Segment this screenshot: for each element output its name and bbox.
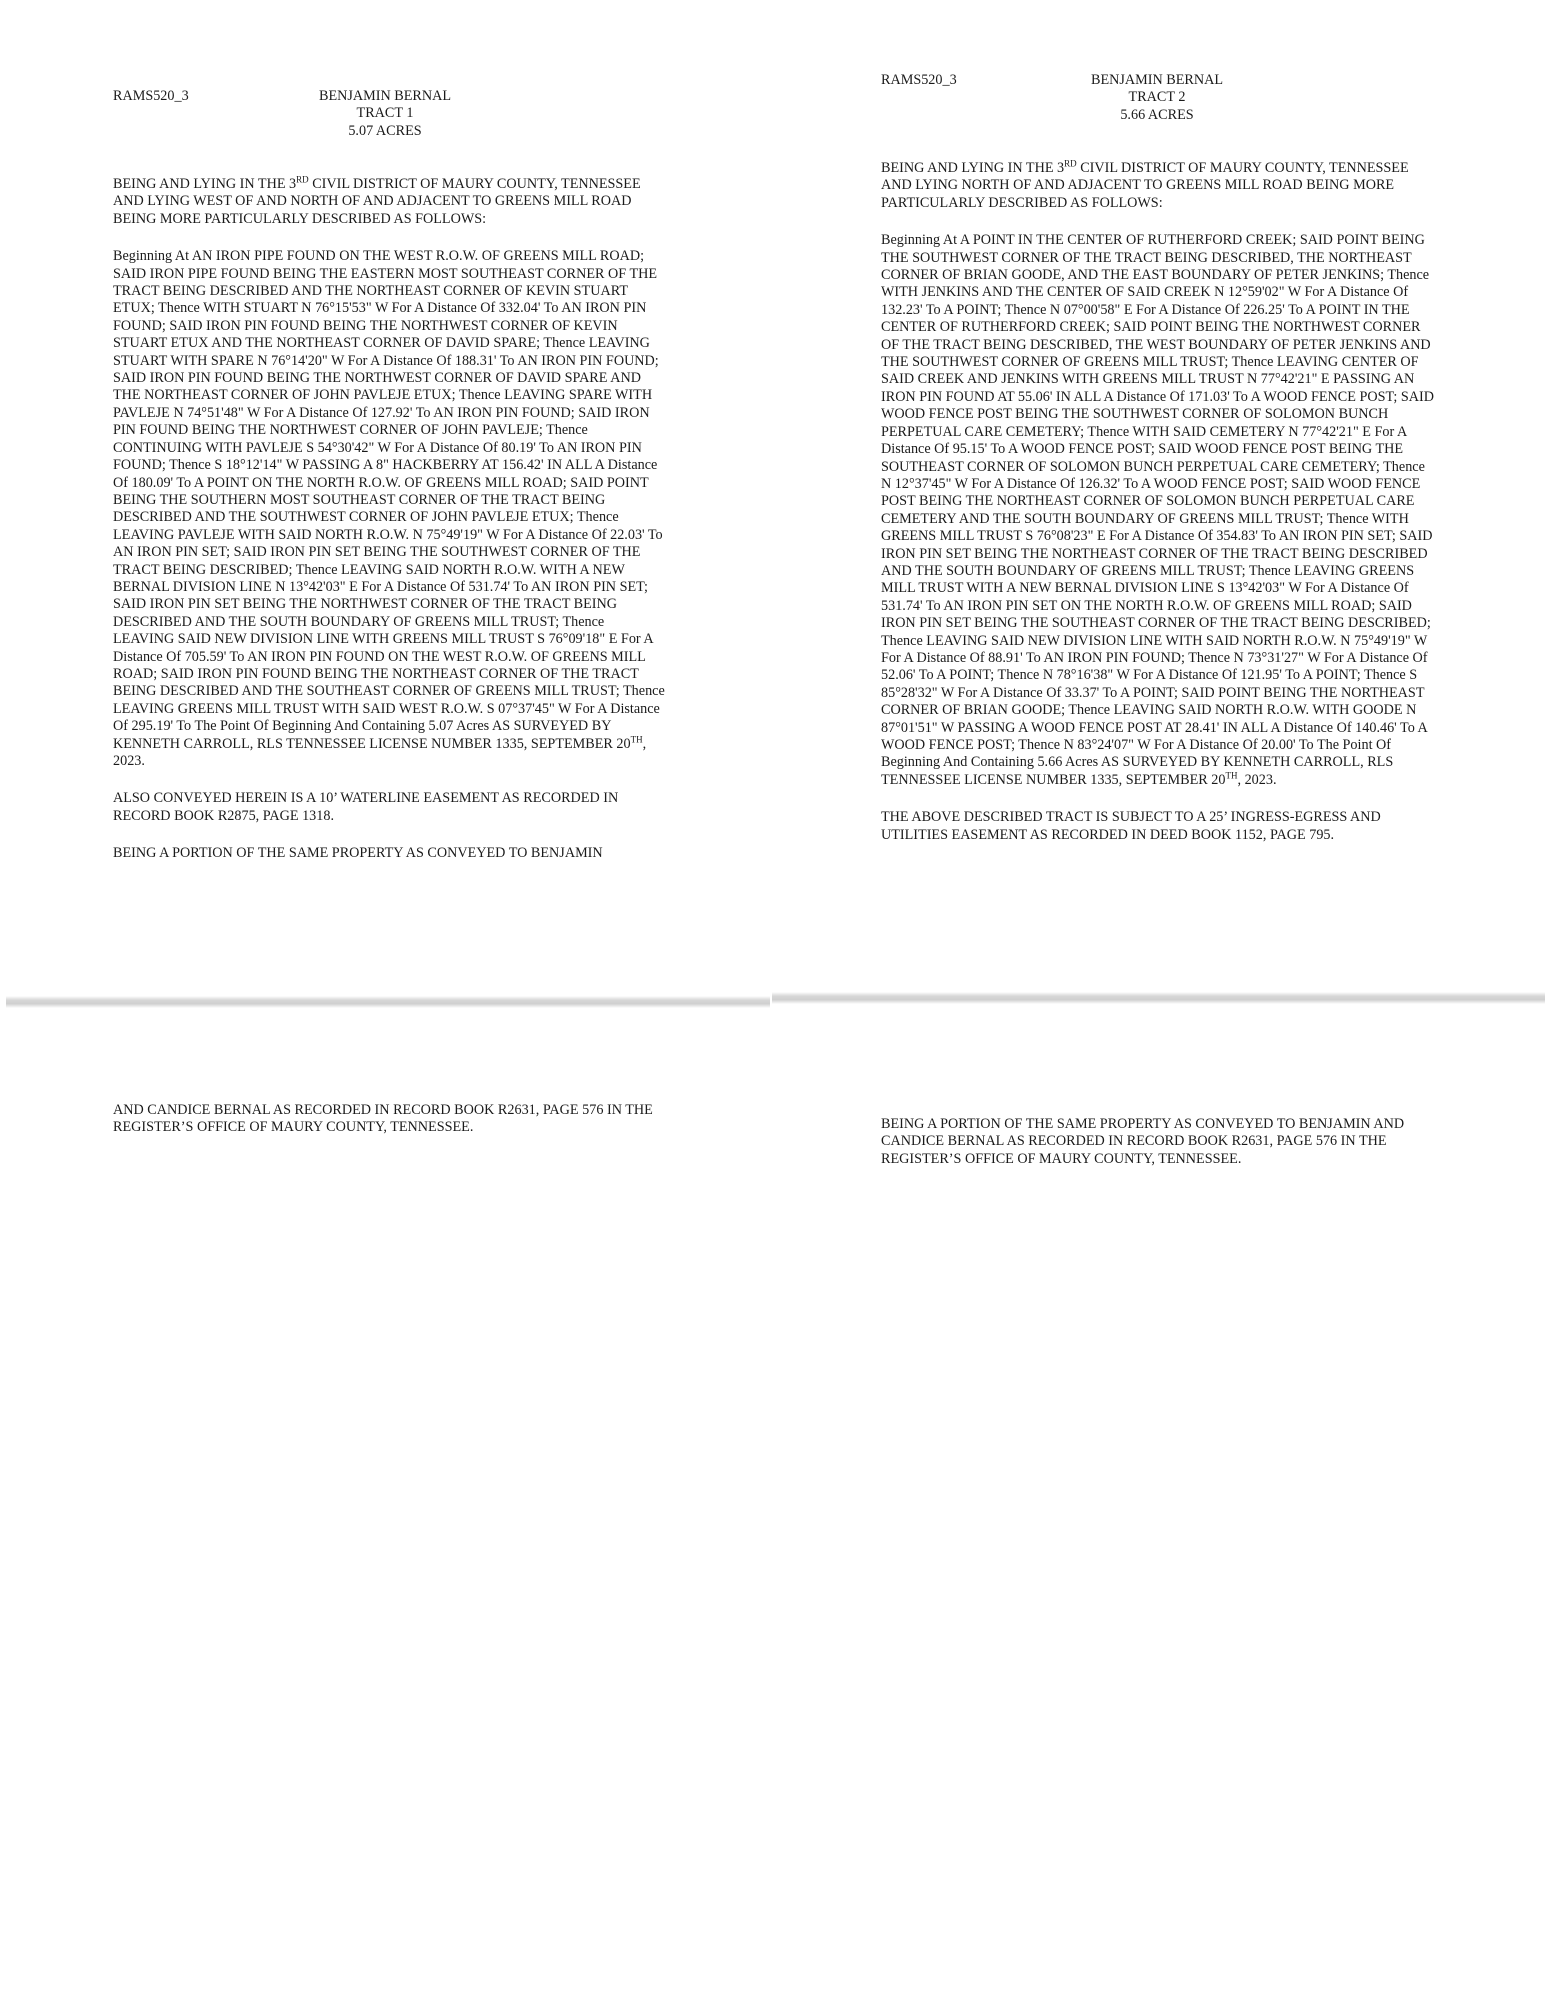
right-title-block — [1027, 72, 1287, 124]
tract-acreage: 5.66 ACRES — [1120, 106, 1194, 123]
easement-paragraph: ALSO CONVEYED HEREIN IS A 10’ WATERLINE EASEMENT AS RECORDED IN RECORD BOOK R2875, PAGE 1318. — [113, 790, 619, 824]
right-page-top — [881, 72, 1436, 972]
right-header — [881, 72, 1436, 140]
left-page-top — [113, 88, 668, 988]
left-header — [113, 88, 668, 156]
conveyance-paragraph-start: BEING A PORTION OF THE SAME PROPERTY AS CONVEYED TO BENJAMIN — [113, 845, 603, 862]
document-code: RAMS520_3 — [881, 72, 957, 88]
left-title-block — [255, 88, 515, 140]
intro-paragraph: BEING AND LYING IN THE 3RD CIVIL DISTRICT OF MAURY COUNTY, TENNESSEE AND LYING WEST OF AND NORTH OF AND ADJACENT TO GREENS MILL ROAD BEING MORE PARTICULARLY DESCRIBED AS FOLLOWS: — [113, 174, 641, 227]
right-page-separator — [772, 992, 1545, 1004]
document-code: RAMS520_3 — [113, 88, 189, 104]
right-page-bottom — [881, 1116, 1436, 1196]
owner-name: BENJAMIN BERNAL — [1090, 72, 1224, 88]
tract-acreage: 5.07 ACRES — [348, 122, 422, 139]
owner-name: BENJAMIN BERNAL — [318, 88, 452, 104]
legal-description: Beginning At AN IRON PIPE FOUND ON THE WEST R.O.W. OF GREENS MILL ROAD; SAID IRON PIPE FOUND BEING THE EASTERN MOST SOUTHEAST CORNER OF THE TRACT BEING DESCRIBED AND THE NORTHEAST CORNER OF KEVIN STUART ETUX; Thence WITH STUART N 76°15'53" W For A Distance Of 332.04' To AN IRON PIN FOUND; SAID IRON PIN FOUND BEING THE NORTHWEST CORNER OF KEVIN STUART ETUX AND THE NORTHEAST CORNER OF DAVID SPARE; Thence LEAVING STUART WITH SPARE N 76°14'20" W For A Distance Of 188.31' To AN IRON PIN FOUND; SAID IRON PIN FOUND BEING THE NORTHWEST CORNER OF DAVID SPARE AND THE NORTHEAST CORNER OF JOHN PAVLEJE ETUX; Thence LEAVING SPARE WITH PAVLEJE N 74°51'48" W For A Distance Of 127.92' To AN IRON PIN FOUND; SAID IRON PIN FOUND BEING THE NORTHWEST CORNER OF JOHN PAVLEJE; Thence CONTINUING WITH PAVLEJE S 54°30'42" W For A Distance Of 80.19' To AN IRON PIN FOUND; Thence S 18°12'14" W PASSING A 8" HACKBERRY AT 156.42' IN ALL A Distance Of 180.09' To A POINT ON THE NORTH R.O.W. OF GREENS MILL ROAD; SAID POINT BEING THE SOUTHERN MOST SOUTHEAST CORNER OF THE TRACT BEING DESCRIBED AND THE SOUTHWEST CORNER OF JOHN PAVLEJE ETUX; Thence LEAVING PAVLEJE WITH SAID NORTH R.O.W. N 75°49'19" W For A Distance Of 22.03' To AN IRON PIN SET; SAID IRON PIN SET BEING THE SOUTHWEST CORNER OF THE TRACT BEING DESCRIBED; Thence LEAVING SAID NORTH R.O.W. WITH A NEW BERNAL DIVISION LINE N 13°42'03" E For A Distance Of 531.74' To AN IRON PIN SET; SAID IRON PIN SET BEING THE NORTHWEST CORNER OF THE TRACT BEING DESCRIBED AND THE SOUTH BOUNDARY OF GREENS MILL TRUST; Thence LEAVING SAID NEW DIVISION LINE WITH GREENS MILL TRUST S 76°09'18" E For A Distance Of 705.59' To AN IRON PIN FOUND ON THE WEST R.O.W. OF GREENS MILL ROAD; SAID IRON PIN FOUND BEING THE NORTHEAST CORNER OF THE TRACT BEING DESCRIBED AND THE SOUTHEAST CORNER OF GREENS MILL TRUST; Thence LEAVING GREENS MILL TRUST WITH SAID WEST R.O.W. S 07°37'45" W For A Distance Of 295.19' To The Point Of Beginning And Containing 5.07 Acres AS SURVEYED BY KENNETH CARROLL, RLS TENNESSEE LICENSE NUMBER 1335, SEPTEMBER 20TH, 2023. — [113, 248, 665, 769]
conveyance-paragraph-end: AND CANDICE BERNAL AS RECORDED IN RECORD BOOK R2631, PAGE 576 IN THE REGISTER’S OFFICE OF MAURY COUNTY, TENNESSEE. — [113, 1102, 653, 1136]
easement-paragraph: THE ABOVE DESCRIBED TRACT IS SUBJECT TO A 25’ INGRESS-EGRESS AND UTILITIES EASEMENT AS RECORDED IN DEED BOOK 1152, PAGE 795. — [881, 809, 1381, 843]
left-page-separator — [6, 996, 770, 1008]
left-page-bottom — [113, 1102, 668, 1182]
conveyance-paragraph: BEING A PORTION OF THE SAME PROPERTY AS CONVEYED TO BENJAMIN AND CANDICE BERNAL AS RECORDED IN RECORD BOOK R2631, PAGE 576 IN THE REGISTER’S OFFICE OF MAURY COUNTY, TENNESSEE. — [881, 1116, 1405, 1167]
intro-paragraph: BEING AND LYING IN THE 3RD CIVIL DISTRICT OF MAURY COUNTY, TENNESSEE AND LYING NORTH OF AND ADJACENT TO GREENS MILL ROAD BEING MORE PARTICULARLY DESCRIBED AS FOLLOWS: — [881, 158, 1409, 211]
tract-number: TRACT 2 — [1128, 89, 1186, 106]
tract-number: TRACT 1 — [356, 105, 414, 122]
legal-description: Beginning At A POINT IN THE CENTER OF RUTHERFORD CREEK; SAID POINT BEING THE SOUTHWEST CORNER OF THE TRACT BEING DESCRIBED, THE NORTHEAST CORNER OF BRIAN GOODE, AND THE EAST BOUNDARY OF PETER JENKINS; Thence WITH JENKINS AND THE CENTER OF SAID CREEK N 12°59'02" W For A Distance Of 132.23' To A POINT; Thence N 07°00'58" E For A Distance Of 226.25' To A POINT IN THE CENTER OF RUTHERFORD CREEK; SAID POINT BEING THE NORTHWEST CORNER OF THE TRACT BEING DESCRIBED, THE WEST BOUNDARY OF PETER JENKINS AND THE SOUTHWEST CORNER OF GREENS MILL TRUST; Thence LEAVING CENTER OF SAID CREEK AND JENKINS WITH GREENS MILL TRUST N 77°42'21" E PASSING AN IRON PIN FOUND AT 55.06' IN ALL A Distance Of 171.03' To A WOOD FENCE POST; SAID WOOD FENCE POST BEING THE SOUTHWEST CORNER OF SOLOMON BUNCH PERPETUAL CARE CEMETERY; Thence WITH SAID CEMETERY N 77°42'21" E For A Distance Of 95.15' To A WOOD FENCE POST; SAID WOOD FENCE POST BEING THE SOUTHEAST CORNER OF SOLOMON BUNCH PERPETUAL CARE CEMETERY; Thence N 12°37'45" W For A Distance Of 126.32' To A WOOD FENCE POST; SAID WOOD FENCE POST BEING THE NORTHEAST CORNER OF SOLOMON BUNCH PERPETUAL CARE CEMETERY AND THE SOUTH BOUNDARY OF GREENS MILL TRUST; Thence WITH GREENS MILL TRUST S 76°08'23" E For A Distance Of 354.83' To AN IRON PIN SET; SAID IRON PIN SET BEING THE NORTHEAST CORNER OF THE TRACT BEING DESCRIBED AND THE SOUTH BOUNDARY OF GREENS MILL TRUST; Thence LEAVING GREENS MILL TRUST WITH A NEW BERNAL DIVISION LINE S 13°42'03" W For A Distance Of 531.74' To AN IRON PIN SET ON THE NORTH R.O.W. OF GREENS MILL ROAD; SAID IRON PIN SET BEING THE SOUTHEAST CORNER OF THE TRACT BEING DESCRIBED; Thence LEAVING SAID NEW DIVISION LINE WITH SAID NORTH R.O.W. N 75°49'19" W For A Distance Of 88.91' To AN IRON PIN FOUND; Thence N 73°31'27" W For A Distance Of 52.06' To A POINT; Thence N 78°16'38" W For A Distance Of 121.95' To A POINT; Thence S 85°28'32" W For A Distance Of 33.37' To A POINT; SAID POINT BEING THE NORTHEAST CORNER OF BRIAN GOODE; Thence LEAVING SAID NORTH R.O.W. WITH GOODE N 87°01'51" W PASSING A WOOD FENCE POST AT 28.41' IN ALL A Distance Of 140.46' To A WOOD FENCE POST; Thence N 83°24'07" W For A Distance Of 20.00' To The Point Of Beginning And Containing 5.66 Acres AS SURVEYED BY KENNETH CARROLL, RLS TENNESSEE LICENSE NUMBER 1335, SEPTEMBER 20TH, 2023. — [881, 232, 1434, 788]
